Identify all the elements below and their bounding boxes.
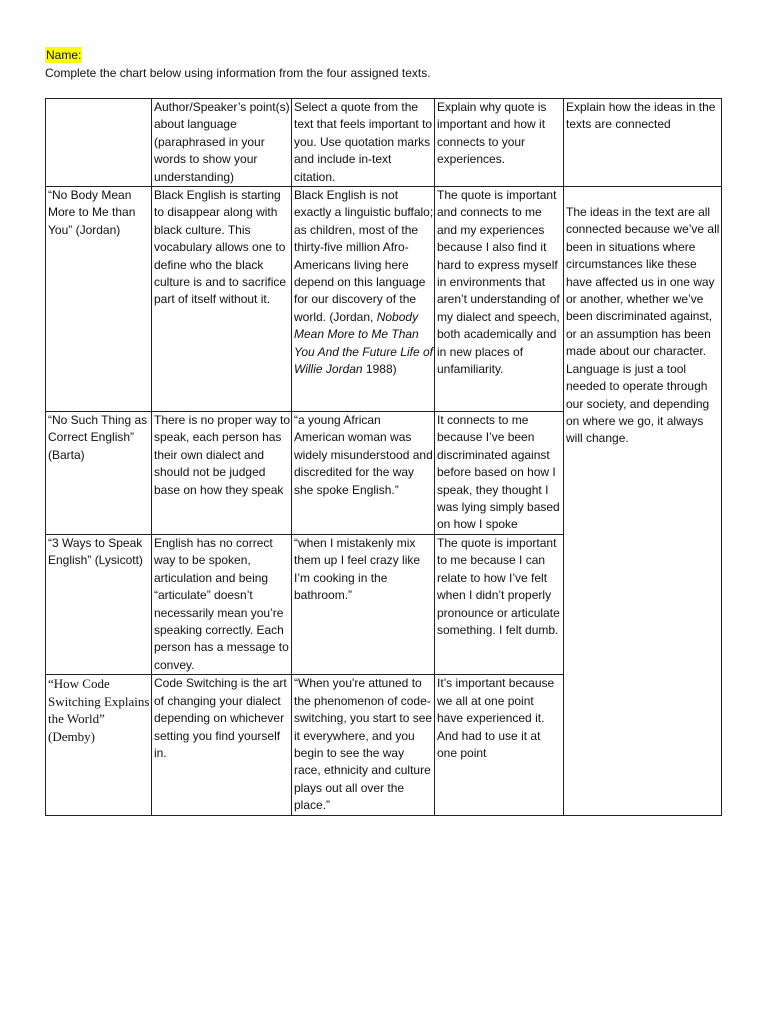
selected-quote: “a young African American woman was widely misunderstood and discredited for the way she spoke English.” (292, 412, 435, 535)
header-cell-empty (46, 99, 152, 187)
header-row (46, 99, 722, 187)
author-point: Code Switching is the art of changing your dialect depending on whichever setting you find yourself in. (152, 675, 292, 816)
author-point: There is no proper way to speak, each person has their own dialect and should not be judged base on how they speak (152, 412, 292, 535)
quote-importance: The quote is important and connects to me and my experiences because I also find it hard to express myself in environments that aren’t understanding of my dialect and speech, both academically and in new places of unfamiliarity. (435, 187, 564, 412)
header-cell-importance: Explain why quote is important and how it connects to your experiences. (435, 99, 564, 187)
text-title: “No Body Mean More to Me than You” (Jordan) (46, 187, 152, 412)
selected-quote (292, 187, 435, 412)
quote-text: Black English is not exactly a linguistic buffalo; as children, most of the thirty-five million Afro-Americans living here depend on this language for our discovery of the world. (Jordan, (294, 188, 434, 324)
quote-source-title: Nobody Mean More to Me Than You And the Future Life of Willie Jordan (294, 309, 433, 377)
author-point: English has no correct way to be spoken, articulation and being “articulate” doesn’t necessarily mean you’re speaking correctly. Each person has a message to convey. (152, 535, 292, 675)
quote-importance: The quote is important to me because I can relate to how I’ve felt when I didn’t properly pronounce or articulate something. I felt dumb. (435, 535, 564, 675)
connection-text: The ideas in the text are all connected because we’ve all been in situations where circumstances like these have affected us in one way or another, whether we’ve been discriminated against, or an assumption has been made about our character. Language is just a tool needed to operate through our society, and depending on where we go, it always will change. (566, 205, 720, 446)
selected-quote: “when I mistakenly mix them up I feel crazy like I’m cooking in the bathroom.” (292, 535, 435, 675)
text-title: “How Code Switching Explains the World” (Demby) (46, 675, 152, 816)
selected-quote: “When you're attuned to the phenomenon of code-switching, you start to see it everywhere, and you begin to see the way race, ethnicity and culture plays out all over the place.” (292, 675, 435, 816)
texts-connection (564, 187, 722, 816)
quote-importance: It connects to me because I’ve been discriminated against before based on how I speak, they thought I was lying simply based on how I spoke (435, 412, 564, 535)
name-label: Name: (46, 48, 82, 62)
quote-importance: It’s important because we all at one point have experienced it. And had to use it at one point (435, 675, 564, 816)
header-cell-point: Author/Speaker’s point(s) about language (paraphrased in your words to show your understanding) (152, 99, 292, 187)
quote-year: 1988) (362, 362, 397, 377)
instructions: Complete the chart below using information from the four assigned texts. (45, 66, 431, 80)
reading-chart (45, 98, 722, 816)
header-cell-quote: Select a quote from the text that feels important to you. Use quotation marks and include in-text citation. (292, 99, 435, 187)
text-title: “No Such Thing as Correct English” (Barta) (46, 412, 152, 535)
text-title: “3 Ways to Speak English” (Lysicott) (46, 535, 152, 675)
author-point: Black English is starting to disappear along with black culture. This vocabulary allows one to define who the black culture is and to sacrifice part of itself without it. (152, 187, 292, 412)
table-row (46, 187, 722, 412)
header-cell-connection: Explain how the ideas in the texts are connected (564, 99, 722, 187)
